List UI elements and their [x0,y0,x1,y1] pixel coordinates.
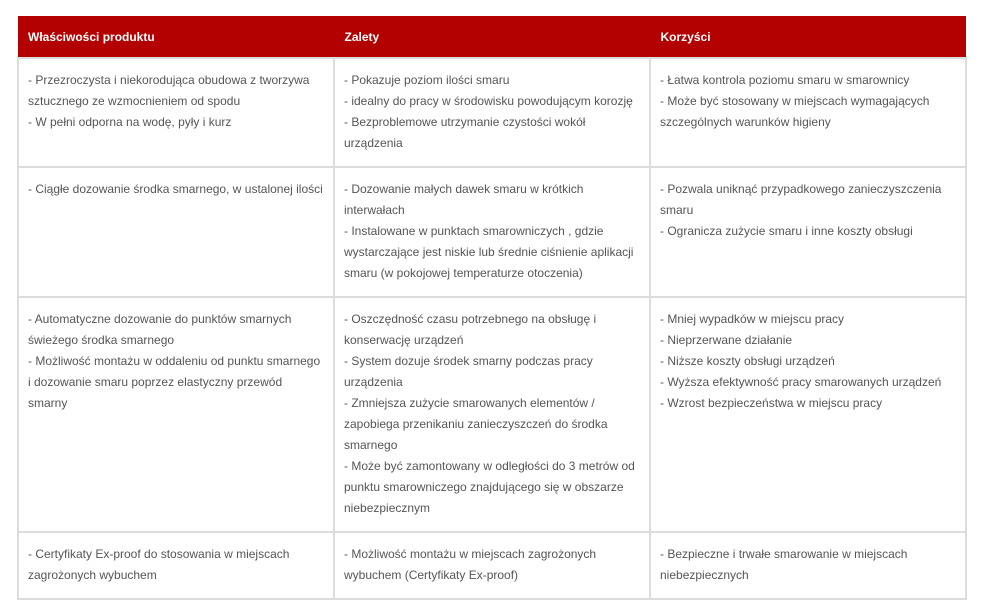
list-item: - Instalowane w punktach smarowniczych , gdzie wystarczające jest niskie lub średnie ciśnienie aplikacji smaru (w pokojowej temperaturze otoczenia) [344,224,634,280]
benefits-cell [650,167,966,297]
list-item: - Nieprzerwane działanie [660,333,793,347]
list-item: - Bezpieczne i trwałe smarowanie w miejscach niebezpiecznych [660,547,908,582]
table-row [18,58,966,167]
advantages-cell [334,532,650,599]
list-item: - Automatyczne dozowanie do punktów smarnych świeżego środka smarnego [28,312,292,347]
header-benefits: Korzyści [650,16,966,58]
list-item: - Niższe koszty obsługi urządzeń [660,354,835,368]
list-item: - Może być zamontowany w odległości do 3 metrów od punktu smarowniczego znajdującego się w obszarze niebezpiecznym [344,459,635,515]
list-item: - Oszczędność czasu potrzebnego na obsługę i konserwację urządzeń [344,312,597,347]
list-item: - Dozowanie małych dawek smaru w krótkich interwałach [344,182,584,217]
benefits-cell [650,532,966,599]
header-features: Właściwości produktu [18,16,334,58]
features-cell [18,297,334,532]
list-item: - Przezroczysta i niekorodująca obudowa z tworzywa sztucznego ze wzmocnieniem od spodu [28,73,310,108]
table-row [18,297,966,532]
list-item: - Możliwość montażu w oddaleniu od punktu smarnego i dozowanie smaru poprzez elastyczny przewód smarny [28,354,321,410]
product-comparison-table [17,16,967,600]
advantages-cell [334,297,650,532]
list-item: - Możliwość montażu w miejscach zagrożonych wybuchem (Certyfikaty Ex-proof) [344,547,597,582]
table-header-row [18,16,966,58]
list-item: - Zmniejsza zużycie smarowanych elementów / zapobiega przenikaniu zanieczyszczeń do środka smarnego [344,396,608,452]
header-advantages: Zalety [334,16,650,58]
advantages-cell [334,167,650,297]
list-item: - Łatwa kontrola poziomu smaru w smarownicy [660,73,910,87]
list-item: - Certyfikaty Ex-proof do stosowania w miejscach zagrożonych wybuchem [28,547,290,582]
list-item: - Pozwala uniknąć przypadkowego zanieczyszczenia smaru [660,182,942,217]
features-cell [18,532,334,599]
list-item: - System dozuje środek smarny podczas pracy urządzenia [344,354,593,389]
product-comparison-table-wrapper [17,16,965,600]
features-cell [18,58,334,167]
list-item: - Wyższa efektywność pracy smarowanych urządzeń [660,375,942,389]
table-row [18,167,966,297]
list-item: - Może być stosowany w miejscach wymagających szczególnych warunków higieny [660,94,930,129]
features-cell [18,167,334,297]
list-item: - Mniej wypadków w miejscu pracy [660,312,845,326]
list-item: - Bezproblemowe utrzymanie czystości wokół urządzenia [344,115,586,150]
advantages-cell [334,58,650,167]
benefits-cell [650,58,966,167]
list-item: - Pokazuje poziom ilości smaru [344,73,510,87]
list-item: - W pełni odporna na wodę, pyły i kurz [28,115,232,129]
list-item: - idealny do pracy w środowisku powodującym korozję [344,94,633,108]
table-row [18,532,966,599]
list-item: - Wzrost bezpieczeństwa w miejscu pracy [660,396,883,410]
list-item: - Ciągłe dozowanie środka smarnego, w ustalonej ilości [28,182,323,196]
benefits-cell [650,297,966,532]
list-item: - Ogranicza zużycie smaru i inne koszty obsługi [660,224,913,238]
